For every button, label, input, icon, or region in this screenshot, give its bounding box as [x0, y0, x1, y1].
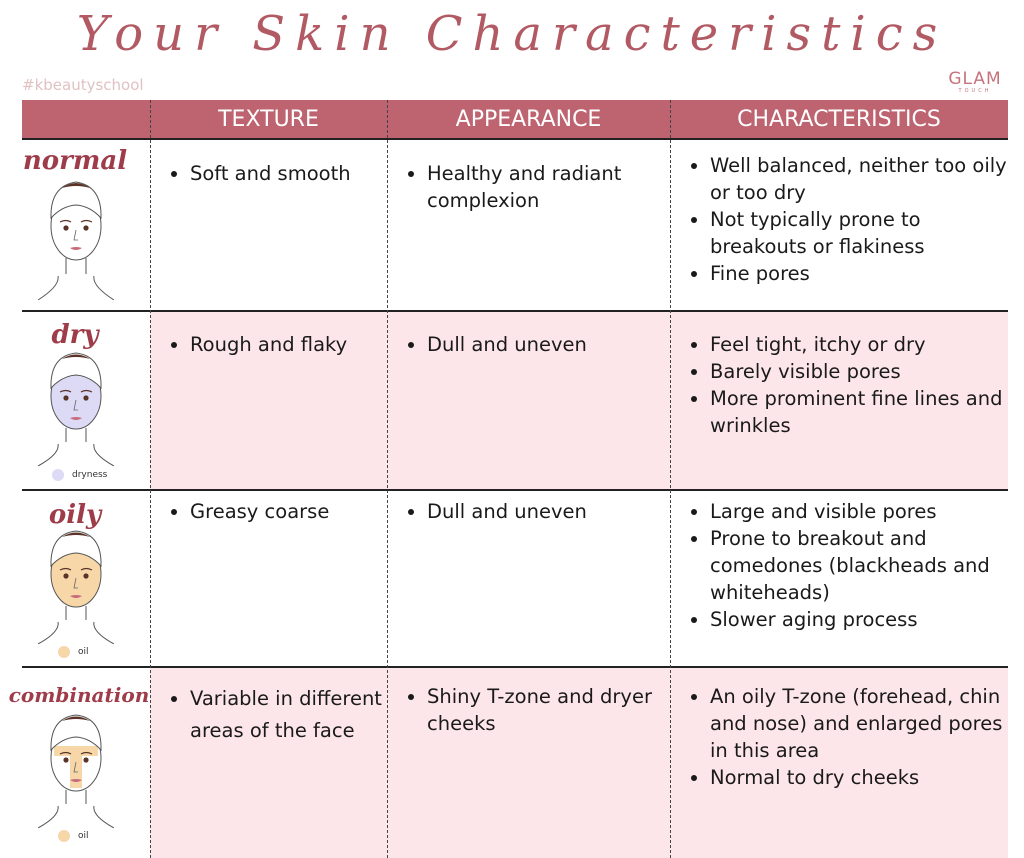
characteristics-item: • Well balanced, neither too oily or too dry: [710, 152, 1010, 206]
appearance-cell: [405, 498, 677, 525]
face-illustration-dry: [30, 350, 122, 466]
characteristics-cell: [688, 152, 1010, 287]
legend-dryness: [52, 469, 107, 481]
face-illustration-combination: [30, 712, 122, 828]
appearance-item: • Shiny T-zone and dryer cheeks: [427, 683, 682, 737]
skin-type-label: normal: [22, 146, 128, 176]
row-divider: [22, 310, 1008, 312]
skin-type-label: dry: [51, 320, 99, 350]
column-divider: [150, 100, 151, 858]
hashtag: #kbeautyschool: [22, 76, 144, 94]
oil-swatch-icon: [58, 830, 70, 842]
texture-item: • Soft and smooth: [190, 160, 395, 187]
row-divider: [22, 489, 1008, 491]
legend-label: oil: [78, 647, 89, 657]
skin-type-label: combination: [8, 683, 150, 707]
appearance-item: • Dull and uneven: [427, 331, 677, 358]
texture-cell: [168, 160, 395, 187]
column-header-characteristics: CHARACTERISTICS: [737, 107, 941, 132]
characteristics-cell: [688, 498, 1010, 633]
appearance-cell: [405, 331, 677, 358]
logo-main-text: GLAM: [948, 69, 1002, 89]
table-header: [22, 100, 1008, 138]
legend-label: dryness: [72, 470, 108, 480]
characteristics-item: • Slower aging process: [710, 606, 1010, 633]
face-illustration-normal: [30, 178, 122, 300]
legend-label: oil: [78, 831, 89, 841]
logo-sub-text: TOUCH: [958, 88, 992, 94]
column-header-texture: TEXTURE: [218, 107, 319, 132]
appearance-cell: [405, 683, 682, 737]
texture-item: • Greasy coarse: [190, 498, 395, 525]
characteristics-item: • An oily T-zone (forehead, chin and nose) and enlarged pores in this area: [710, 683, 1010, 764]
characteristics-cell: [688, 331, 1010, 439]
legend-oil: [58, 646, 89, 658]
texture-item: • Rough and flaky: [190, 331, 395, 358]
face-illustration-oily: [30, 528, 122, 644]
appearance-item: • Dull and uneven: [427, 498, 677, 525]
row-divider: [22, 666, 1008, 668]
appearance-cell: [405, 160, 677, 214]
page-title: Your Skin Characteristics: [76, 6, 948, 62]
dryness-swatch-icon: [52, 469, 64, 481]
characteristics-item: • Feel tight, itchy or dry: [710, 331, 1010, 358]
appearance-item: • Healthy and radiant complexion: [427, 160, 677, 214]
brand-logo: [946, 70, 1004, 94]
characteristics-item: • Normal to dry cheeks: [710, 764, 1010, 791]
characteristics-item: • Barely visible pores: [710, 358, 1010, 385]
characteristics-item: • More prominent fine lines and wrinkles: [710, 385, 1010, 439]
oil-swatch-icon: [58, 646, 70, 658]
texture-cell: [168, 683, 395, 747]
texture-cell: [168, 331, 395, 358]
texture-item: • Variable in different areas of the face: [190, 683, 395, 747]
characteristics-item: • Fine pores: [710, 260, 1010, 287]
skin-type-label: oily: [48, 500, 102, 530]
legend-oil: [58, 830, 89, 842]
characteristics-cell: [688, 683, 1010, 791]
texture-cell: [168, 498, 395, 525]
characteristics-item: • Large and visible pores: [710, 498, 1010, 525]
row-divider: [22, 138, 1008, 140]
characteristics-item: • Not typically prone to breakouts or flakiness: [710, 206, 1010, 260]
characteristics-item: • Prone to breakout and comedones (blackheads and whiteheads): [710, 525, 1010, 606]
column-header-appearance: APPEARANCE: [455, 107, 602, 132]
